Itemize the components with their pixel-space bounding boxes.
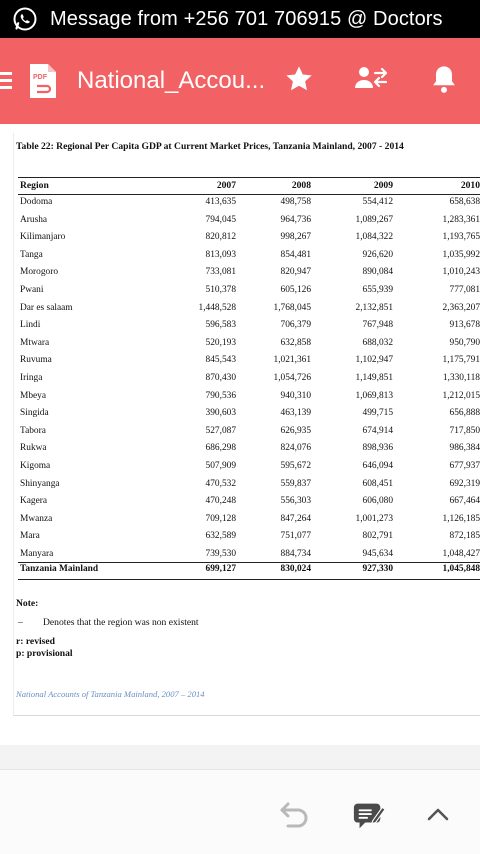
total-region-cell: Tanzania Mainland <box>20 564 99 574</box>
column-header-2009: 2009 <box>373 180 393 191</box>
table-row <box>14 391 480 409</box>
value-2007-cell: 507,909 <box>205 461 236 471</box>
value-2008-cell: 854,481 <box>280 249 311 260</box>
value-2009-cell: 1,149,851 <box>355 373 393 383</box>
value-2009-cell: 608,451 <box>362 478 393 489</box>
table-row <box>14 408 480 426</box>
value-2009-cell: 646,094 <box>362 461 393 471</box>
value-2007-cell: 520,193 <box>205 337 236 348</box>
value-2009-cell: 767,948 <box>362 320 393 331</box>
value-2007-cell: 390,603 <box>205 408 236 419</box>
value-2009-cell: 926,620 <box>362 249 393 260</box>
region-cell: Lindi <box>20 320 41 331</box>
value-2009-cell: 554,412 <box>362 197 393 207</box>
menu-icon[interactable] <box>0 70 14 92</box>
total-2007-cell: 699,127 <box>205 564 236 574</box>
table-row <box>14 355 480 373</box>
value-2010-cell: 1,126,185 <box>442 513 480 524</box>
value-2008-cell: 940,310 <box>280 390 311 401</box>
pdf-file-icon <box>28 62 58 100</box>
value-2007-cell: 870,430 <box>205 373 236 383</box>
region-cell: Ruvuma <box>20 355 52 366</box>
value-2010-cell: 1,035,992 <box>442 249 480 260</box>
value-2007-cell: 596,583 <box>205 320 236 331</box>
value-2008-cell: 556,303 <box>280 496 311 507</box>
region-cell: Singida <box>20 408 49 419</box>
value-2010-cell: 677,937 <box>449 461 480 471</box>
region-cell: Mtwara <box>20 337 50 348</box>
value-2008-cell: 706,379 <box>280 320 311 331</box>
table-row <box>14 479 480 497</box>
region-cell: Kagera <box>20 496 48 507</box>
region-cell: Tanga <box>20 249 43 260</box>
region-cell: Mbeya <box>20 390 47 401</box>
status-bar <box>0 0 480 38</box>
region-cell: Arusha <box>20 214 48 225</box>
notification-text: Message from +256 701 706915 @ Doctors <box>50 7 443 30</box>
value-2010-cell: 1,048,427 <box>442 549 480 559</box>
note-dash-text: Denotes that the region was non existent <box>43 617 199 628</box>
value-2010-cell: 913,678 <box>449 320 480 331</box>
value-2008-cell: 463,139 <box>280 408 311 419</box>
table-row <box>14 215 480 233</box>
note-provisional: p: provisional <box>16 648 73 659</box>
value-2008-cell: 626,935 <box>280 425 311 436</box>
table-top-rule <box>18 177 480 178</box>
document-title: National_Accou... <box>77 67 266 94</box>
value-2007-cell: 470,532 <box>205 478 236 489</box>
column-header-region: Region <box>20 180 49 191</box>
table-row <box>14 320 480 338</box>
value-2007-cell: 794,045 <box>205 214 236 225</box>
table-bottom-rule <box>18 579 480 580</box>
table-row <box>14 426 480 444</box>
value-2009-cell: 1,089,267 <box>355 214 393 225</box>
value-2008-cell: 824,076 <box>280 443 311 454</box>
swap-users-icon[interactable] <box>354 62 388 96</box>
value-2010-cell: 950,790 <box>449 337 480 348</box>
value-2010-cell: 667,464 <box>449 496 480 507</box>
table-row <box>14 338 480 356</box>
value-2009-cell: 655,939 <box>362 285 393 295</box>
region-cell: Dar es salaam <box>20 302 73 313</box>
total-2008-cell: 830,024 <box>280 564 311 574</box>
table-caption: Table 22: Regional Per Capita GDP at Current Market Prices, Tanzania Mainland, 2007 - 2014 <box>16 141 404 152</box>
column-header-2007: 2007 <box>216 180 236 191</box>
value-2007-cell: 413,635 <box>205 197 236 207</box>
value-2010-cell: 1,010,243 <box>442 267 480 278</box>
value-2007-cell: 632,589 <box>205 531 236 542</box>
note-revised: r: revised <box>16 636 55 647</box>
value-2009-cell: 499,715 <box>362 408 393 419</box>
star-icon[interactable] <box>282 62 316 96</box>
table-row <box>14 514 480 532</box>
table-row <box>14 461 480 479</box>
value-2007-cell: 1,448,528 <box>198 302 236 313</box>
value-2010-cell: 1,175,791 <box>442 355 480 366</box>
region-cell: Kilimanjaro <box>20 232 66 243</box>
table-header-rule <box>18 194 480 195</box>
value-2008-cell: 884,734 <box>280 549 311 559</box>
value-2007-cell: 709,128 <box>205 513 236 524</box>
whatsapp-icon <box>12 6 38 32</box>
region-cell: Iringa <box>20 373 43 383</box>
value-2009-cell: 606,080 <box>362 496 393 507</box>
bell-icon[interactable] <box>427 62 461 96</box>
value-2010-cell: 986,384 <box>449 443 480 454</box>
table-row <box>14 232 480 250</box>
value-2008-cell: 559,837 <box>280 478 311 489</box>
document-page[interactable] <box>13 133 480 716</box>
value-2010-cell: 2,363,207 <box>442 302 480 313</box>
value-2008-cell: 498,758 <box>280 197 311 207</box>
value-2009-cell: 2,132,851 <box>355 302 393 313</box>
value-2009-cell: 688,032 <box>362 337 393 348</box>
value-2010-cell: 658,638 <box>449 197 480 207</box>
region-cell: Manyara <box>20 549 54 559</box>
value-2009-cell: 1,084,322 <box>355 232 393 243</box>
value-2007-cell: 527,087 <box>205 425 236 436</box>
column-header-2010: 2010 <box>460 180 480 191</box>
chevron-up-icon[interactable] <box>421 798 455 832</box>
value-2010-cell: 1,212,015 <box>442 390 480 401</box>
value-2007-cell: 820,812 <box>205 232 236 243</box>
value-2009-cell: 890,084 <box>362 267 393 278</box>
region-cell: Mara <box>20 531 40 542</box>
value-2008-cell: 964,736 <box>280 214 311 225</box>
value-2008-cell: 1,021,361 <box>273 355 311 366</box>
value-2008-cell: 595,672 <box>280 461 311 471</box>
table-row <box>14 267 480 285</box>
value-2007-cell: 470,248 <box>205 496 236 507</box>
value-2009-cell: 674,914 <box>362 425 393 436</box>
table-row <box>14 443 480 461</box>
pdf-label: PDF <box>33 74 47 81</box>
region-cell: Kigoma <box>20 461 51 471</box>
total-2010-cell: 1,045,848 <box>442 564 480 574</box>
value-2008-cell: 1,768,045 <box>273 302 311 313</box>
value-2007-cell: 739,530 <box>205 549 236 559</box>
value-2008-cell: 605,126 <box>280 285 311 295</box>
value-2008-cell: 847,264 <box>280 513 311 524</box>
table-total-rule <box>18 562 480 563</box>
table-row <box>14 250 480 268</box>
value-2009-cell: 1,001,273 <box>355 513 393 524</box>
value-2009-cell: 802,791 <box>362 531 393 542</box>
value-2010-cell: 692,319 <box>449 478 480 489</box>
table-row <box>14 373 480 391</box>
region-cell: Tabora <box>20 425 46 436</box>
value-2007-cell: 813,093 <box>205 249 236 260</box>
value-2007-cell: 733,081 <box>205 267 236 278</box>
source-citation: National Accounts of Tanzania Mainland, 2007 – 2014 <box>16 689 205 699</box>
value-2010-cell: 656,888 <box>449 408 480 419</box>
value-2009-cell: 1,069,813 <box>355 390 393 401</box>
region-cell: Morogoro <box>20 267 59 278</box>
app-bar <box>0 38 480 124</box>
region-cell: Pwani <box>20 285 44 295</box>
value-2010-cell: 777,081 <box>449 285 480 295</box>
value-2008-cell: 998,267 <box>280 232 311 243</box>
region-cell: Mwanza <box>20 513 53 524</box>
table-row <box>14 197 480 215</box>
value-2008-cell: 820,947 <box>280 267 311 278</box>
value-2010-cell: 1,283,361 <box>442 214 480 225</box>
value-2009-cell: 1,102,947 <box>355 355 393 366</box>
region-cell: Rukwa <box>20 443 47 454</box>
table-row <box>14 496 480 514</box>
region-cell: Dodoma <box>20 197 53 207</box>
table-row <box>14 531 480 549</box>
value-2007-cell: 686,298 <box>205 443 236 454</box>
region-cell: Shinyanga <box>20 478 60 489</box>
value-2010-cell: 872,185 <box>449 531 480 542</box>
value-2010-cell: 717,850 <box>449 425 480 436</box>
value-2008-cell: 632,858 <box>280 337 311 348</box>
value-2008-cell: 751,077 <box>280 531 311 542</box>
note-heading: Note: <box>16 598 39 609</box>
value-2009-cell: 898,936 <box>362 443 393 454</box>
column-header-2008: 2008 <box>291 180 311 191</box>
value-2009-cell: 945,634 <box>362 549 393 559</box>
value-2010-cell: 1,330,118 <box>442 373 480 383</box>
value-2008-cell: 1,054,726 <box>273 373 311 383</box>
annotate-icon[interactable] <box>352 798 386 832</box>
value-2007-cell: 790,536 <box>205 390 236 401</box>
note-dash: – <box>18 617 23 628</box>
total-2009-cell: 927,330 <box>362 564 393 574</box>
value-2007-cell: 845,543 <box>205 355 236 366</box>
value-2010-cell: 1,193,765 <box>442 232 480 243</box>
table-row <box>14 303 480 321</box>
table-row <box>14 285 480 303</box>
page-gap <box>0 745 480 769</box>
value-2007-cell: 510,378 <box>205 285 236 295</box>
bottom-toolbar <box>0 769 480 854</box>
undo-icon[interactable] <box>277 798 311 832</box>
